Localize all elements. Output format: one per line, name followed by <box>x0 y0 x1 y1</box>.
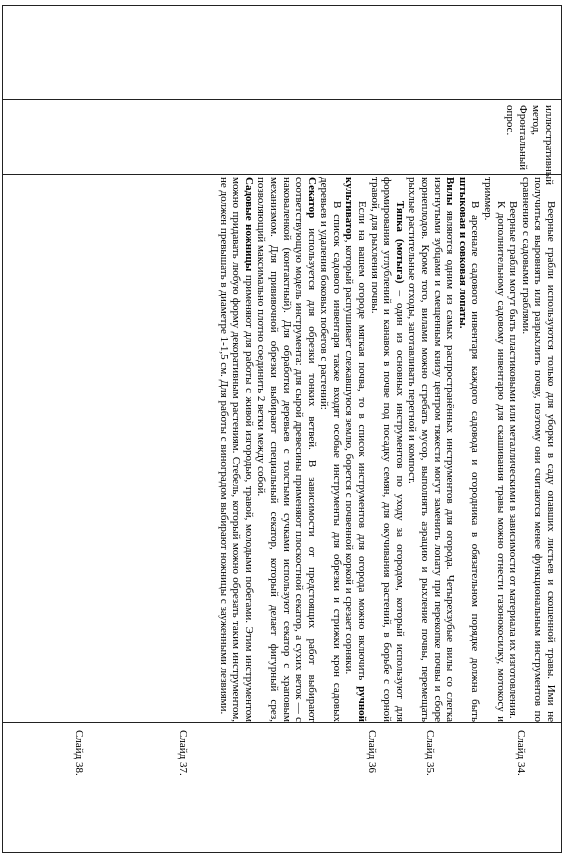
bold-term: Тяпка (мотыга) <box>393 201 406 284</box>
text-paragraph <box>368 177 406 722</box>
text-run: Веерные грабли могут быть пластиковыми или металлическими в зависимости от материала их изготовления. <box>507 201 520 719</box>
text-run: Если на вашем огороде мягкая почва, то в список инструментов для огорода можно включить <box>356 201 369 687</box>
slides-cell <box>3 722 561 852</box>
slide-label: Слайд 36 <box>366 730 378 773</box>
bold-term: Садовые ножницы <box>242 177 255 272</box>
bold-term: штыковая и совковая лопаты. <box>456 177 469 329</box>
text-paragraph <box>255 177 318 722</box>
lesson-table <box>2 5 562 853</box>
slide-label: Слайд 37. <box>177 730 189 776</box>
text-run: В арсенале садового инвентаря каждого садовода и огородника в обязательном порядке должна быть <box>469 201 482 722</box>
slide-label: Слайд 35. <box>424 730 436 776</box>
text-paragraph <box>217 177 255 722</box>
text-run: , который распушивает слежавшуюся землю, борется с почвенной коркой и срезает сорняки. <box>343 239 356 675</box>
bold-term: ручной культиватор <box>343 177 369 722</box>
text-run: Веерные грабли используются только для уборки в саду опавших листьев и скошенной травы. Ими не получиться выровнять или разрыхлить почву, поэтому они считаются менее функциональным инструментов по сравнению с садовыми граблями. <box>519 177 557 722</box>
text-paragraph <box>507 177 520 722</box>
text-paragraph <box>318 177 343 722</box>
text-run: К дополнительному садовому инвентарю для скашивания травы можно отнести газонокосилку, мотокосу и триммер. <box>482 177 507 722</box>
text-run: являются одним из самых распространённых инструментов для огорода. Четырехзубые вилы со слегка изогнутыми зубцами и смещенным книзу центром тяжести могут заменить лопату при перекопке почвы и сборе корнеплодов. Кроме того, вилами можно сгребать мусор, выполнять аэрацию и рыхление почвы, перемещать рыхлые растительные отходы, заготавливать перегной и компост. <box>406 177 457 722</box>
text-paragraph <box>343 177 368 722</box>
bold-term: Вилы <box>444 177 457 206</box>
text-run: применяют для работы с живой изгородью, травой, молодыми побегами. Этим инструментом можно придавать любую форму декоративным растениям. Стебель, который можно обрезать таким инструментом, не должен превышать в диаметре 1-1,5 см. Для работы с виноградом выбирают ножницы с зауженными лезвиями. <box>217 177 255 722</box>
method-cell: иллюстративный метод, Фронтальный опрос. <box>504 105 555 186</box>
text-paragraph <box>519 177 557 722</box>
column-divider <box>3 99 561 100</box>
text-paragraph <box>456 177 481 722</box>
bold-term: Секатор <box>305 177 318 219</box>
text-run: В список садового инвентаря также входят особые инструменты для обрезки и стрижки крон садовых деревьев и удаления боковых побегов с растений: <box>318 177 343 722</box>
text-paragraph <box>406 177 456 722</box>
text-run: используется для обрезки тонких ветвей. В зависимости от предстоящих работ выбирают соответствующую модель инструмента: для сырой древесины применяют плоскостной секатор, а сухих веток — с наковаленкой (контактный). Для обработки деревьев с толстыми сучками используют секатор с храповым механизмом. Для прививочной обрезки выбирают специальный секатор, который делает фигурный срез, позволяющий максимально плотно соединить 2 ветки между собой. <box>255 177 318 722</box>
slide-label: Слайд 34. <box>515 730 527 776</box>
text-run: – один из основных инструментов по уходу за огородом, который используют для формирования углублений и канавок в почве под посадку семян, для окучивания растений, в борьбе с сорной травой, для рыхления почвы. <box>368 177 406 722</box>
column-divider <box>3 174 561 175</box>
main-text-cell <box>7 177 557 722</box>
text-paragraph <box>481 177 506 722</box>
slide-label: Слайд 38. <box>73 730 85 776</box>
